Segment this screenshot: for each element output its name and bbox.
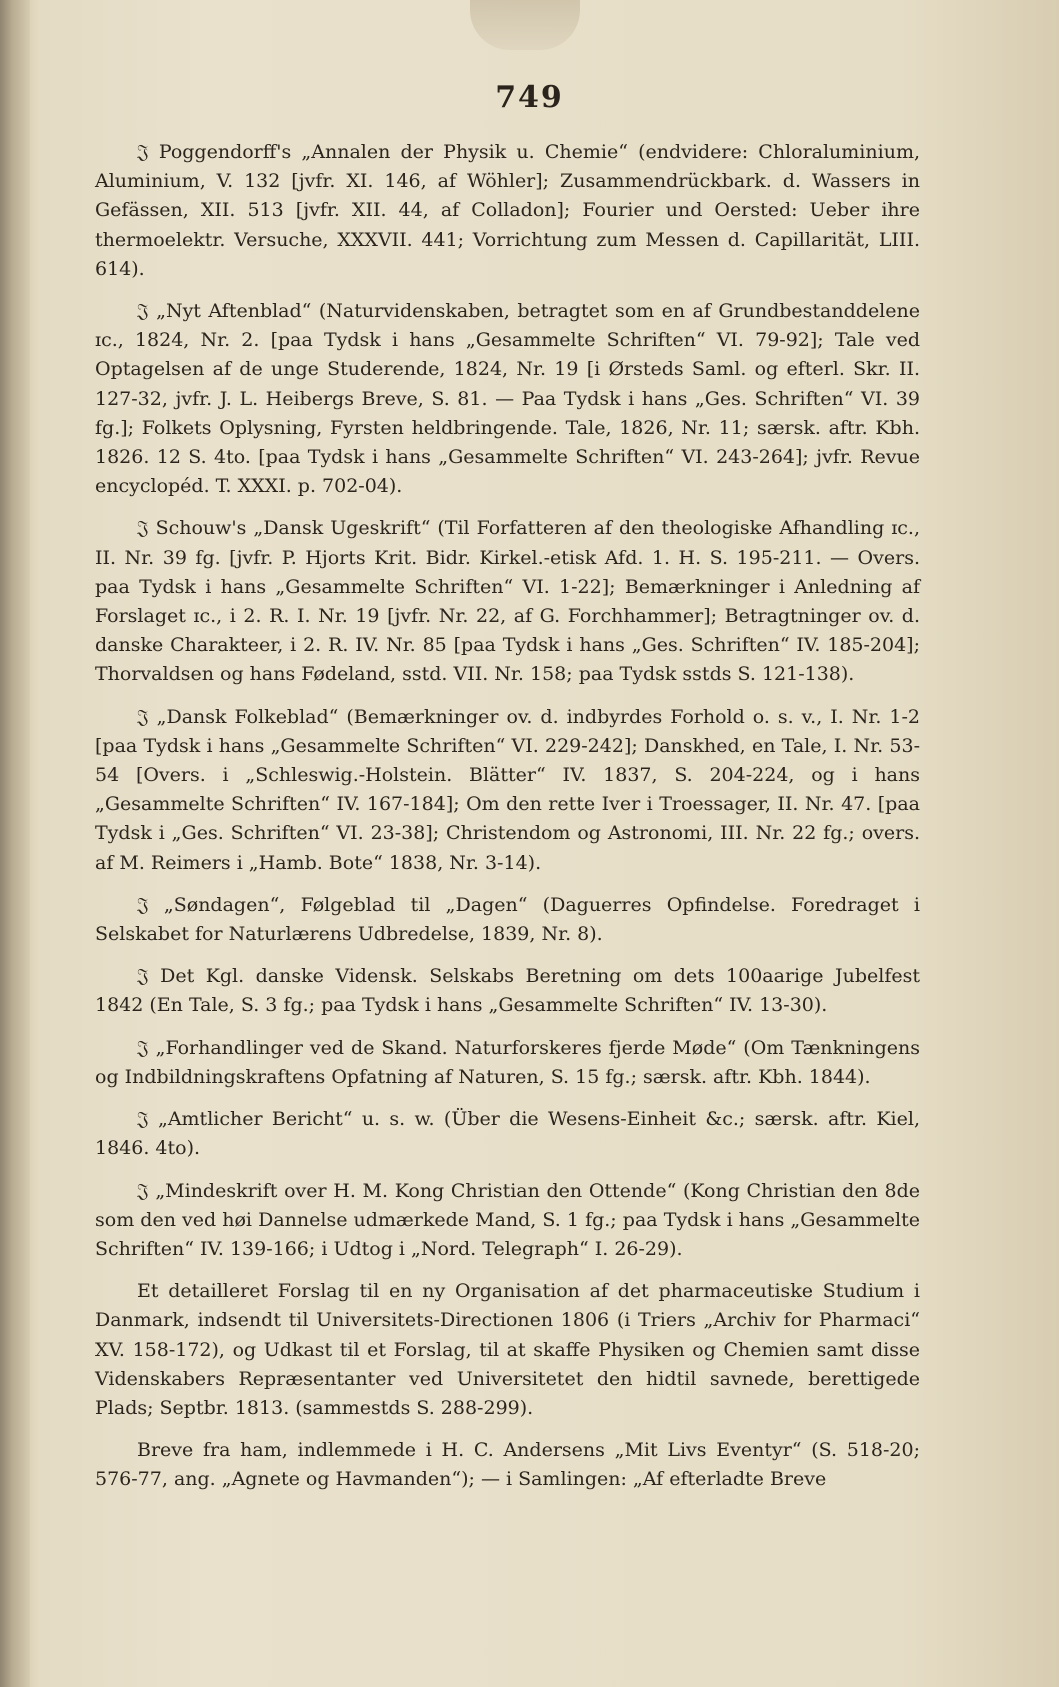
page-number: 749 — [495, 80, 564, 115]
entry-amtlicher-bericht: 𝔍 „Amtlicher Bericht“ u. s. w. (Über die Wesens-Einheit &c.; særsk. aftr. Kiel, 1846. 4to). — [95, 1108, 920, 1160]
entry-pharmaceutiske-forslag: Et detailleret Forslag til en ny Organisation af det pharmaceutiske Studium i Danmark, indsendt til Universitets-Directionen 1806 (i Triers „Archiv for Pharmaci“ XV. 158-172), og Udkast til et Forslag, til at skaffe Physiken og Chemien samt disse Videnskabers Repræsentanter ved Universitetet den hidtil savnede, berettigede Plads; Septbr. 1813. (sammestds S. 288-299). — [95, 1280, 920, 1419]
body-text — [95, 138, 920, 1508]
entry-dansk-folkeblad: 𝔍 „Dansk Folkeblad“ (Bemærkninger ov. d. indbyrdes Forhold o. s. v., I. Nr. 1-2 [paa Tydsk i hans „Gesammelte Schriften“ VI. 229-242]; Danskhed, en Tale, I. Nr. 53-54 [Overs. i „Schleswig.-Holstein. Blätter“ IV. 1837, S. 204-224, og i hans „Gesammelte Schriften“ IV. 167-184]; Om den rette Iver i Troessager, II. Nr. 47. [paa Tydsk i „Ges. Schriften“ VI. 23-38]; Christendom og Astronomi, III. Nr. 22 fg.; overs. af M. Reimers i „Hamb. Bote“ 1838, Nr. 3-14). — [95, 705, 920, 874]
entry-sondagen: 𝔍 „Søndagen“, Følgeblad til „Dagen“ (Daguerres Opfindelse. Foredraget i Selskabet for Naturlærens Udbredelse, 1839, Nr. 8). — [95, 893, 920, 946]
page-tab — [470, 0, 580, 50]
entry-dansk-ugeskrift: 𝔍 Schouw's „Dansk Ugeskrift“ (Til Forfatteren af den theologiske Afhandling ɪc., II. Nr. 39 fg. [jvfr. P. Hjorts Krit. Bidr. Kirkel.-etisk Afd. 1. H. S. 195-211. — Overs. paa Tydsk i hans „Gesammelte Schriften“ VI. 1-22]; Bemærkninger i Anledning af Forslaget ɪc., i 2. R. I. Nr. 19 [jvfr. Nr. 22, af G. Forchhammer]; Betragtninger ov. d. danske Charakteer, i 2. R. IV. Nr. 85 [paa Tydsk i hans „Ges. Schriften“ IV. 185-204]; Thorvaldsen og hans Fødeland, sstd. VII. Nr. 158; paa Tydsk sstds S. 121-138). — [95, 517, 920, 686]
entry-videnskabers-selskab: 𝔍 Det Kgl. danske Vidensk. Selskabs Beretning om dets 100aarige Jubelfest 1842 (En Tale, S. 3 fg.; paa Tydsk i hans „Gesammelte Schriften“ IV. 13-30). — [95, 965, 920, 1017]
entry-mindeskrift: 𝔍 „Mindeskrift over H. M. Kong Christian den Ottende“ (Kong Christian den 8de som den ved høi Dannelse udmærkede Mand, S. 1 fg.; paa Tydsk i hans „Gesammelte Schriften“ IV. 139-166; i Udtog i „Nord. Telegraph“ I. 26-29). — [95, 1179, 920, 1260]
entry-poggendorff: 𝔍 Poggendorff's „Annalen der Physik u. Chemie“ (endvidere: Chloraluminium, Aluminium, V. 132 [jvfr. XI. 146, af Wöhler]; Zusammendrückbark. d. Wassers in Gefässen, XII. 513 [jvfr. XII. 44, af Colladon]; Fourier und Oersted: Ueber ihre thermoelektr. Versuche, XXXVII. 441; Vorrichtung zum Messen d. Capillarität, LIII. 614). — [95, 141, 920, 280]
entry-breve: Breve fra ham, indlemmede i H. C. Andersens „Mit Livs Eventyr“ (S. 518-20; 576-77, ang. „Agnete og Havmanden“); — i Samlingen: „Af efterladte Breve — [95, 1439, 920, 1491]
entry-nyt-aftenblad: 𝔍 „Nyt Aftenblad“ (Naturvidenskaben, betragtet som en af Grundbestanddelene ɪc., 1824, Nr. 2. [paa Tydsk i hans „Gesammelte Schriften“ VI. 79-92]; Tale ved Optagelsen af de unge Studerende, 1824, Nr. 19 [i Ørsteds Saml. og efterl. Skr. II. 127-32, jvfr. J. L. Heibergs Breve, S. 81. — Paa Tydsk i hans „Ges. Schriften“ VI. 39 fg.]; Folkets Oplysning, Fyrsten heldbringende. Tale, 1826, Nr. 11; særsk. aftr. Kbh. 1826. 12 S. 4to. [paa Tydsk i hans „Gesammelte Schriften“ VI. 243-264]; jvfr. Revue encyclopéd. T. XXXI. p. 702-04). — [95, 300, 920, 498]
entry-forhandlinger: 𝔍 „Forhandlinger ved de Skand. Naturforskeres fjerde Møde“ (Om Tænkningens og Indbildningskraftens Opfatning af Naturen, S. 15 fg.; særsk. aftr. Kbh. 1844). — [95, 1036, 920, 1088]
page-gutter — [0, 0, 30, 1687]
